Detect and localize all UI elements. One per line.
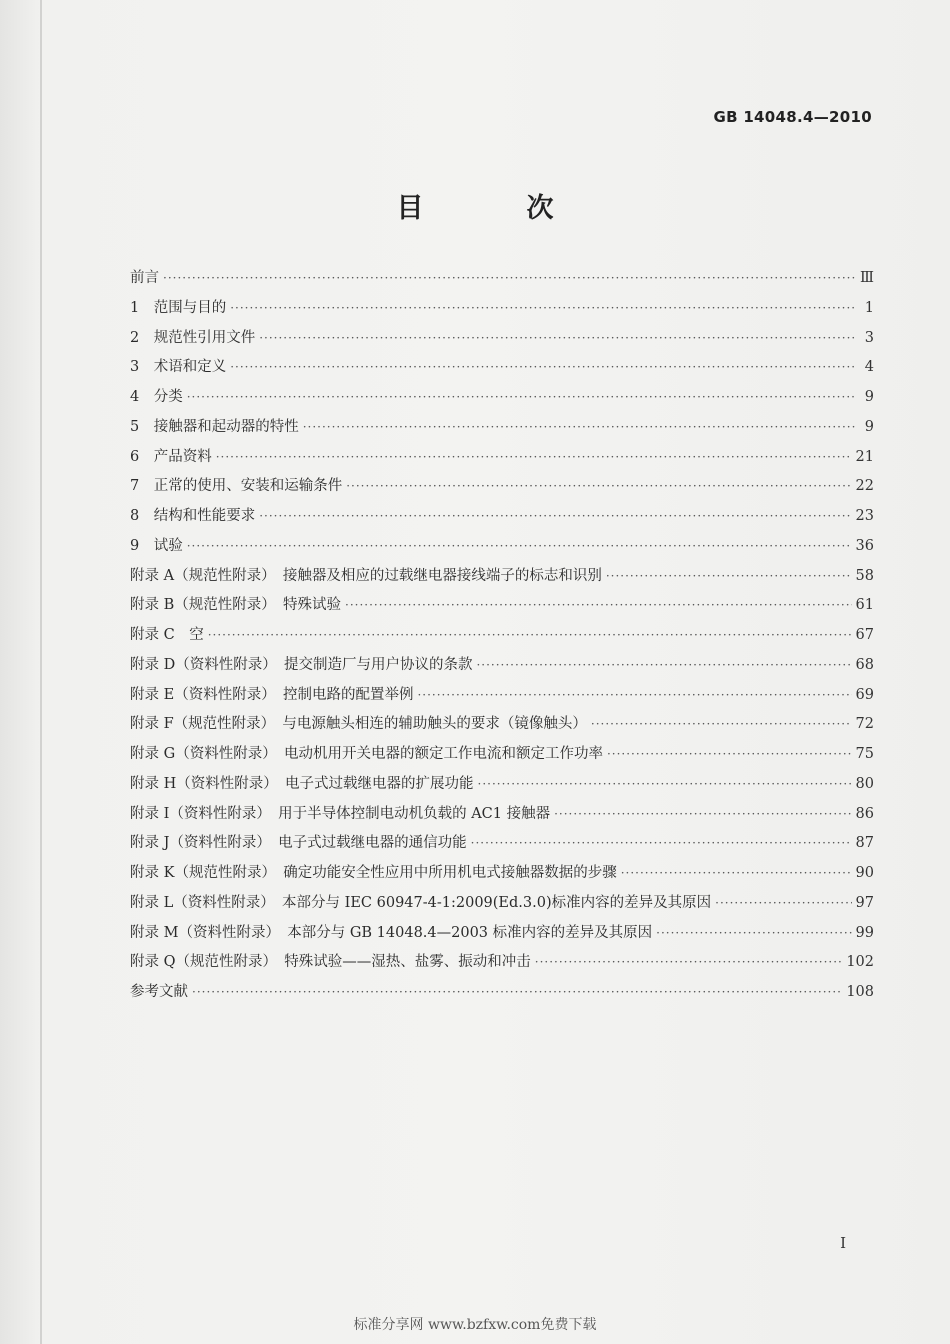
toc-entry-page: 72 [855, 716, 874, 733]
toc-entry [130, 443, 874, 473]
dot-leader [187, 532, 852, 562]
toc-entry-label: 3 术语和定义 [130, 359, 227, 376]
toc-entry-page: 108 [846, 984, 874, 1000]
toc-entry-label: 附录 C 空 [130, 627, 204, 643]
toc-entry-page: 102 [846, 954, 874, 971]
toc-entry-page: 9 [864, 389, 874, 405]
toc-entry [130, 651, 874, 681]
toc-entry-page: Ⅲ [860, 270, 874, 286]
toc-entry [130, 294, 874, 324]
toc-entry-page: 36 [855, 537, 874, 554]
dot-leader [471, 829, 852, 859]
toc-entry-label: 附录 J（资料性附录） 电子式过载继电器的通信功能 [130, 835, 467, 852]
toc-entry [130, 948, 874, 978]
toc-entry-page: 97 [855, 894, 874, 911]
dot-leader [192, 978, 842, 1008]
toc-entry-label: 1 范围与目的 [130, 299, 227, 316]
dot-leader [230, 353, 856, 383]
toc-entry-label: 4 分类 [130, 389, 183, 405]
toc-entry-page: 67 [855, 627, 874, 643]
toc-entry-page: 90 [855, 865, 874, 881]
toc-entry-label: 附录 K（规范性附录） 确定功能安全性应用中所用机电式接触器数据的步骤 [130, 865, 617, 881]
dot-leader [259, 502, 851, 532]
toc-title: 目 次 [396, 193, 592, 224]
toc-entry-label: 附录 H（资料性附录） 电子式过载继电器的扩展功能 [130, 775, 474, 792]
table-of-contents [130, 264, 874, 1008]
toc-entry [130, 324, 874, 354]
toc-entry [130, 264, 874, 294]
toc-entry-label: 附录 F（规范性附录） 与电源触头相连的辅助触头的要求（镜像触头） [130, 716, 587, 733]
dot-leader [607, 740, 852, 770]
toc-entry-label: 5 接触器和起动器的特性 [130, 418, 299, 435]
dot-leader [656, 919, 851, 949]
toc-entry [130, 681, 874, 711]
toc-entry-label: 2 规范性引用文件 [130, 329, 256, 346]
toc-entry [130, 621, 874, 651]
dot-leader [478, 770, 852, 800]
dot-leader [417, 681, 851, 711]
toc-entry [130, 502, 874, 532]
toc-entry-label: 附录 I（资料性附录） 用于半导体控制电动机负载的 AC1 接触器 [130, 805, 551, 822]
toc-entry-label: 附录 D（资料性附录） 提交制造厂与用户协议的条款 [130, 656, 473, 673]
toc-entry-page: 23 [855, 508, 874, 524]
toc-entry [130, 859, 874, 889]
toc-entry-label: 8 结构和性能要求 [130, 508, 256, 524]
watermark-text: 标准分享网 www.bzfxw.com免费下载 [353, 1317, 597, 1333]
toc-entry [130, 829, 874, 859]
toc-entry-label: 前言 [130, 270, 159, 286]
toc-entry [130, 889, 874, 919]
dot-leader [187, 383, 856, 413]
toc-entry-page: 75 [855, 746, 874, 762]
toc-entry [130, 740, 874, 770]
dot-leader [346, 472, 851, 502]
toc-entry-label: 6 产品资料 [130, 448, 212, 465]
toc-entry-label: 附录 G（资料性附录） 电动机用开关电器的额定工作电流和额定工作功率 [130, 746, 603, 762]
page-number: I [840, 1234, 846, 1252]
toc-entry-page: 9 [864, 418, 874, 435]
toc-entry [130, 413, 874, 443]
toc-entry [130, 472, 874, 502]
toc-entry-label: 附录 A（规范性附录） 接触器及相应的过载继电器接线端子的标志和识别 [130, 567, 602, 584]
toc-entry-page: 80 [855, 775, 874, 792]
toc-entry-page: 69 [855, 686, 874, 703]
toc-entry-label: 附录 B（规范性附录） 特殊试验 [130, 597, 342, 614]
toc-entry-label: 7 正常的使用、安装和运输条件 [130, 478, 343, 495]
dot-leader [715, 889, 851, 919]
toc-entry-label: 附录 M（资料性附录） 本部分与 GB 14048.4—2003 标准内容的差异及其原因 [130, 924, 653, 941]
toc-entry [130, 532, 874, 562]
dot-leader [606, 562, 852, 592]
toc-entry [130, 800, 874, 830]
dot-leader [259, 324, 856, 354]
dot-leader [216, 443, 852, 473]
standard-code: GB 14048.4—2010 [713, 108, 872, 126]
toc-entry-page: 22 [855, 478, 874, 495]
toc-entry [130, 978, 874, 1008]
toc-entry-page: 87 [855, 835, 874, 852]
dot-leader [591, 710, 852, 740]
toc-entry-label: 附录 Q（规范性附录） 特殊试验——湿热、盐雾、振动和冲击 [130, 954, 531, 971]
toc-entry-label: 9 试验 [130, 537, 183, 554]
toc-entry-label: 参考文献 [130, 984, 188, 1000]
toc-entry-page: 4 [864, 359, 874, 376]
toc-entry-page: 3 [864, 329, 874, 346]
toc-entry-page: 58 [855, 567, 874, 584]
dot-leader [554, 800, 851, 830]
toc-entry [130, 710, 874, 740]
toc-entry-page: 1 [864, 299, 874, 316]
dot-leader [303, 413, 856, 443]
toc-entry-page: 21 [855, 448, 874, 465]
dot-leader [230, 294, 856, 324]
toc-entry [130, 770, 874, 800]
toc-entry-page: 68 [855, 656, 874, 673]
dot-leader [345, 591, 852, 621]
toc-entry-label: 附录 L（资料性附录） 本部分与 IEC 60947-4-1:2009(Ed.3.0)标准内容的差异及其原因 [130, 894, 712, 911]
dot-leader [535, 948, 843, 978]
dot-leader [476, 651, 851, 681]
dot-leader [163, 264, 856, 294]
toc-entry-page: 99 [855, 924, 874, 941]
toc-entry [130, 591, 874, 621]
toc-entry-label: 附录 E（资料性附录） 控制电路的配置举例 [130, 686, 414, 703]
toc-entry [130, 919, 874, 949]
toc-entry [130, 353, 874, 383]
toc-entry-page: 86 [855, 805, 874, 822]
dot-leader [208, 621, 852, 651]
toc-entry [130, 562, 874, 592]
dot-leader [621, 859, 852, 889]
toc-entry-page: 61 [855, 597, 874, 614]
toc-entry [130, 383, 874, 413]
